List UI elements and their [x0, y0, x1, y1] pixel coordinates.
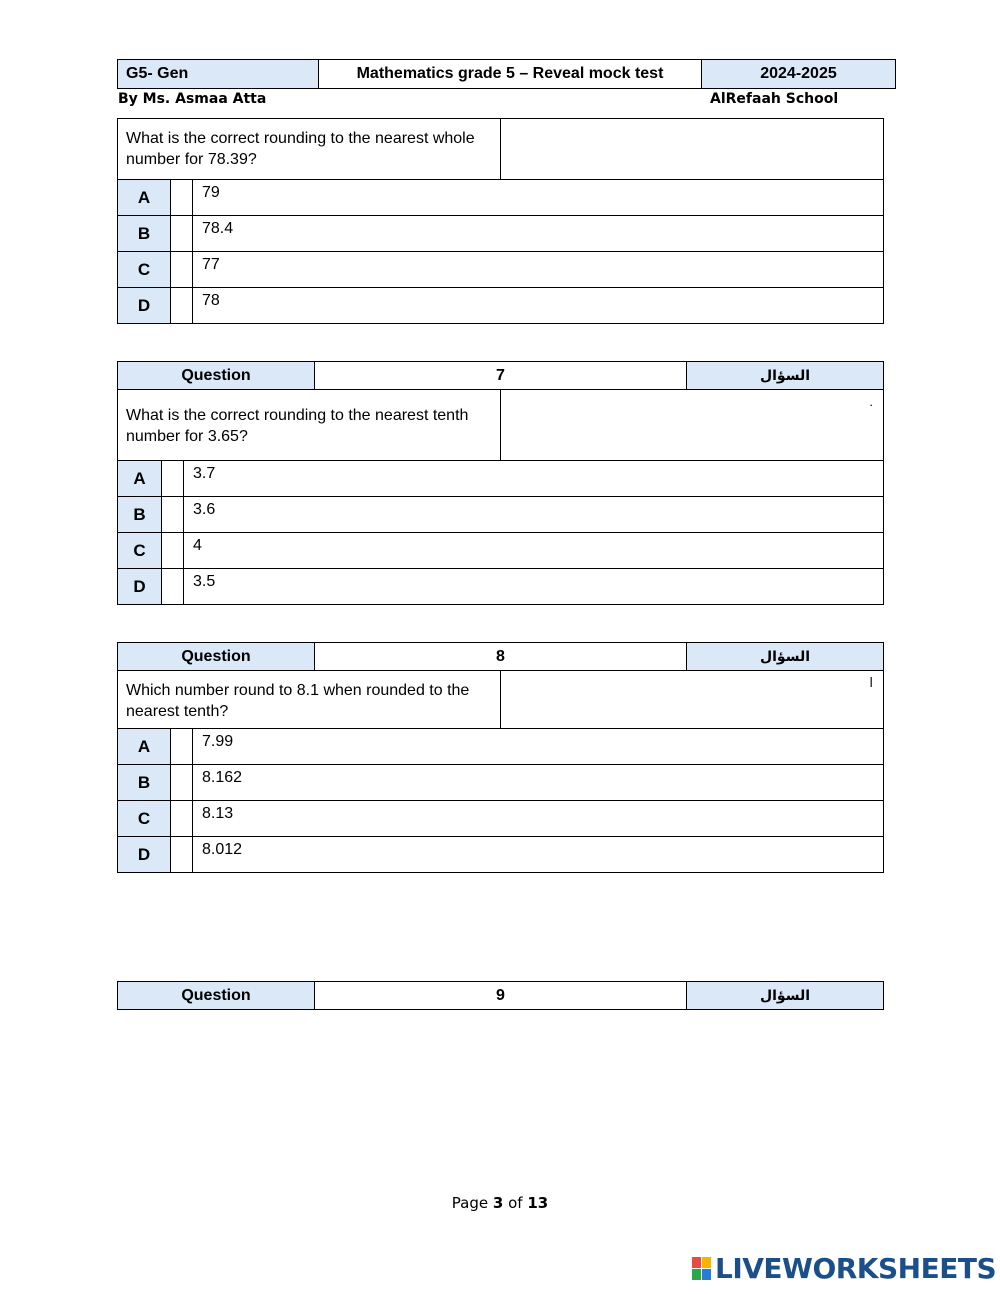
page-number — [0, 1194, 1000, 1212]
option-letter: C — [118, 252, 171, 288]
option-value: 8.162 — [193, 765, 884, 801]
question-label: Question — [118, 362, 315, 390]
page-prefix: Page — [451, 1194, 489, 1212]
answer-box[interactable] — [171, 801, 193, 837]
option-value: 3.7 — [184, 461, 884, 497]
question-9-header — [117, 981, 884, 1010]
option-value: 78 — [193, 288, 884, 324]
question-7-table — [117, 389, 884, 605]
answer-box[interactable] — [171, 252, 193, 288]
option-letter: C — [118, 533, 162, 569]
option-value: 3.5 — [184, 569, 884, 605]
liveworksheets-logo[interactable] — [692, 1252, 996, 1285]
answer-box[interactable] — [171, 288, 193, 324]
question-label-arabic: السؤال — [687, 643, 884, 671]
option-value: 3.6 — [184, 497, 884, 533]
question-label-arabic: السؤال — [687, 982, 884, 1010]
option-letter: D — [118, 569, 162, 605]
question-7-text: What is the correct rounding to the nearest tenth number for 3.65? — [118, 390, 501, 461]
option-value: 8.012 — [193, 837, 884, 873]
answer-box[interactable] — [162, 533, 184, 569]
option-letter: D — [118, 288, 171, 324]
question-7-header — [117, 361, 884, 390]
answer-box[interactable] — [162, 569, 184, 605]
answer-box[interactable] — [162, 497, 184, 533]
option-letter: A — [118, 729, 171, 765]
option-value: 79 — [193, 180, 884, 216]
option-letter: A — [118, 461, 162, 497]
option-letter: A — [118, 180, 171, 216]
option-letter: B — [118, 216, 171, 252]
question-8-arabic: ا — [501, 671, 884, 729]
test-title: Mathematics grade 5 – Reveal mock test — [319, 60, 702, 89]
grade-cell: G5- Gen — [118, 60, 319, 89]
question-number: 8 — [315, 643, 687, 671]
option-value: 8.13 — [193, 801, 884, 837]
question-6-arabic — [501, 119, 884, 180]
answer-box[interactable] — [171, 216, 193, 252]
current-page: 3 — [492, 1194, 504, 1212]
question-number: 9 — [315, 982, 687, 1010]
question-6-text: What is the correct rounding to the nearest whole number for 78.39? — [118, 119, 501, 180]
option-value: 4 — [184, 533, 884, 569]
liveworksheets-icon — [692, 1257, 712, 1281]
question-number: 7 — [315, 362, 687, 390]
header-table — [117, 59, 896, 89]
option-value: 7.99 — [193, 729, 884, 765]
question-8-table — [117, 670, 884, 873]
answer-box[interactable] — [171, 765, 193, 801]
total-pages: 13 — [527, 1194, 549, 1212]
author-name: By Ms. Asmaa Atta — [118, 91, 267, 107]
answer-box[interactable] — [162, 461, 184, 497]
question-label: Question — [118, 643, 315, 671]
brand-name: LIVEWORKSHEETS — [715, 1252, 997, 1285]
answer-box[interactable] — [171, 837, 193, 873]
page-of: of — [508, 1194, 523, 1212]
school-name: AlRefaah School — [710, 91, 839, 107]
option-letter: B — [118, 765, 171, 801]
question-8-header — [117, 642, 884, 671]
question-label-arabic: السؤال — [687, 362, 884, 390]
option-letter: D — [118, 837, 171, 873]
school-year: 2024-2025 — [702, 60, 896, 89]
question-label: Question — [118, 982, 315, 1010]
answer-box[interactable] — [171, 729, 193, 765]
option-letter: B — [118, 497, 162, 533]
option-letter: C — [118, 801, 171, 837]
option-value: 78.4 — [193, 216, 884, 252]
question-6-table — [117, 118, 884, 324]
answer-box[interactable] — [171, 180, 193, 216]
question-7-arabic: . — [501, 390, 884, 461]
question-8-text: Which number round to 8.1 when rounded to the nearest tenth? — [118, 671, 501, 729]
option-value: 77 — [193, 252, 884, 288]
